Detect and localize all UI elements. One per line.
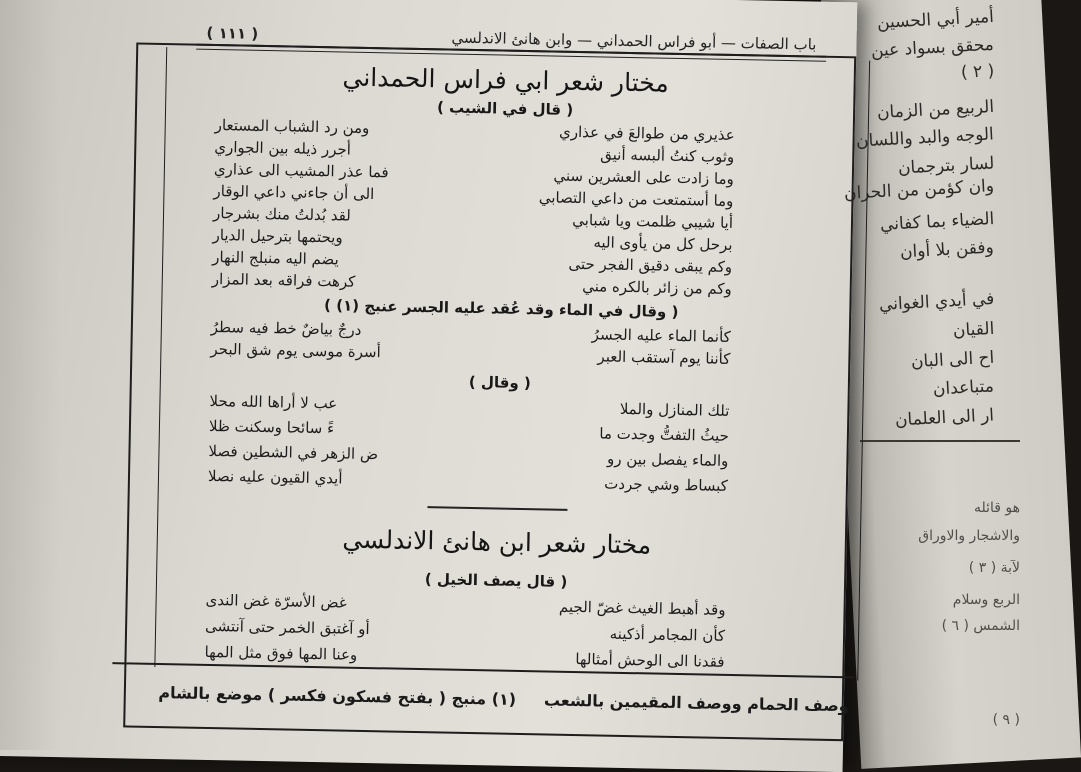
subhead-water: ( وقال في الماء وقد عُقد عليه الجسر عنبج (١) ) [323, 296, 679, 321]
second-hemistich: عب لا أراها الله محلا [209, 391, 338, 413]
right-page-lower-line: لآبة ( ٣ ) [968, 560, 1020, 576]
right-page-line: وان كؤمن من الحران [843, 176, 995, 204]
second-hemistich: أو آغتبق الخمر حتى آنتشى [204, 616, 370, 639]
right-page-line: لسار بترجمان [897, 153, 995, 179]
second-hemistich: ومن رد الشباب المستعار [214, 116, 370, 137]
right-page-lower-line: ( ٩ ) [992, 712, 1020, 728]
second-hemistich: أيدي القيون عليه نصلا [207, 466, 343, 488]
page-number: ( ١١١ ) [206, 23, 259, 43]
subhead-horses: ( قال يصف الخيل ) [424, 570, 568, 591]
right-page-line: محقق بسواد عين [870, 34, 995, 62]
first-hemistich: فقدنا الى الوحش أمثالها [575, 650, 725, 671]
section-title-ibn-hani: مختار شعر ابن هانئ الاندلسي [342, 524, 652, 560]
first-hemistich: وكم يبقى دقيق الفجر حتى [568, 254, 733, 276]
second-hemistich: الى أن جاءني داعي الوقار [213, 182, 375, 204]
first-hemistich: وما أستمتعت من داعي التصابي [538, 188, 734, 210]
right-page-lower-line: الشمس ( ٦ ) [941, 618, 1020, 634]
right-page-line: القيان [952, 318, 995, 342]
running-title: باب الصفات — أبو فراس الحمداني — وابن هانئ الاندلسي [451, 28, 817, 54]
footnote-text: (١) منبج ( بفتح فسكون فكسر ) موضع بالشام [158, 683, 517, 709]
first-hemistich: أيا شيبي ظلمت ويا شبابي [572, 210, 734, 232]
first-hemistich: عذيري من طوالعَ في عذاري [558, 122, 735, 144]
right-page-line: متباعدان [932, 376, 995, 400]
second-hemistich: كرهت فراقه بعد المزار [211, 269, 356, 291]
second-hemistich: ض الزهر في الشطين فصلا [208, 441, 379, 464]
right-page-line: في أيدي الغواني [878, 288, 995, 316]
second-hemistich: أجرر ذيله بين الجواري [214, 138, 352, 159]
second-hemistich: فما عذر المشيب الى عذاري [213, 160, 389, 182]
right-page-lower-line: والاشجار والاوراق [918, 528, 1020, 544]
second-hemistich: أسرة موسى يوم شق البحر [210, 339, 381, 362]
first-hemistich: والماء يفصل بين رو [606, 449, 729, 470]
first-hemistich: وما زادت على العشرين سني [553, 166, 734, 188]
right-page-line: الوجه والبد واللسان [855, 124, 995, 152]
first-hemistich: وثوب كنتُ ألبسه أنيق [600, 145, 735, 166]
right-page-line: وفقن بلا أوان [899, 237, 995, 263]
right-page-lower-line: هو قائله [973, 500, 1020, 516]
footer-caption: وصف الحمام ووصف المقيمين بالشعب [543, 690, 849, 716]
second-hemistich: وعنا المها فوق مثل المها [204, 642, 358, 664]
subhead-qal: ( وقال ) [468, 372, 532, 393]
right-page-line: الضياء بما كفاني [879, 209, 995, 235]
first-hemistich: حيثُ التفتُّ وجدت ما [599, 424, 730, 445]
right-page-lower-line: الربع وسلام [952, 592, 1020, 608]
right-page-line: الربيع من الزمان [876, 96, 995, 124]
first-hemistich: وكم من زائر بالكره مني [582, 277, 732, 298]
second-hemistich: درجٌ بياضٌ خط فيه سطرُ [210, 317, 362, 339]
first-hemistich: كبساط وشي جردت [604, 474, 729, 495]
right-page-line: ار الى العلمان [894, 405, 995, 431]
first-hemistich: كأن المجامر أذكينه [609, 624, 726, 645]
second-hemistich: ويحتمها بترحيل الديار [212, 225, 343, 247]
first-hemistich: كأننا يوم آستقب العبر [597, 347, 731, 368]
subhead-shayb: ( قال في الشيب ) [436, 98, 574, 119]
second-hemistich: غض الأسرّة غض الندى [205, 590, 347, 612]
first-hemistich: وقد أهبط الغيث غضّ الجيم [558, 597, 726, 619]
first-hemistich: كأنما الماء عليه الجسرُ [591, 325, 731, 346]
section-title-abu-firas: مختار شعر ابي فراس الحمداني [342, 62, 670, 98]
second-hemistich: ءً سائحا وسكنت ظلا [208, 416, 335, 438]
second-hemistich: يضم اليه منبلج النهار [212, 247, 339, 269]
right-page-line: ( ٢ ) [960, 61, 995, 83]
second-hemistich: لقد بُدلتُ منك بشرجار [212, 203, 352, 225]
first-hemistich: برحل كل من يأوى اليه [593, 233, 733, 254]
right-page-line: اح الى البان [910, 347, 995, 373]
first-hemistich: تلك المنازل والملا [619, 399, 730, 420]
right-page-line: أمير أبي الحسين [876, 6, 995, 34]
